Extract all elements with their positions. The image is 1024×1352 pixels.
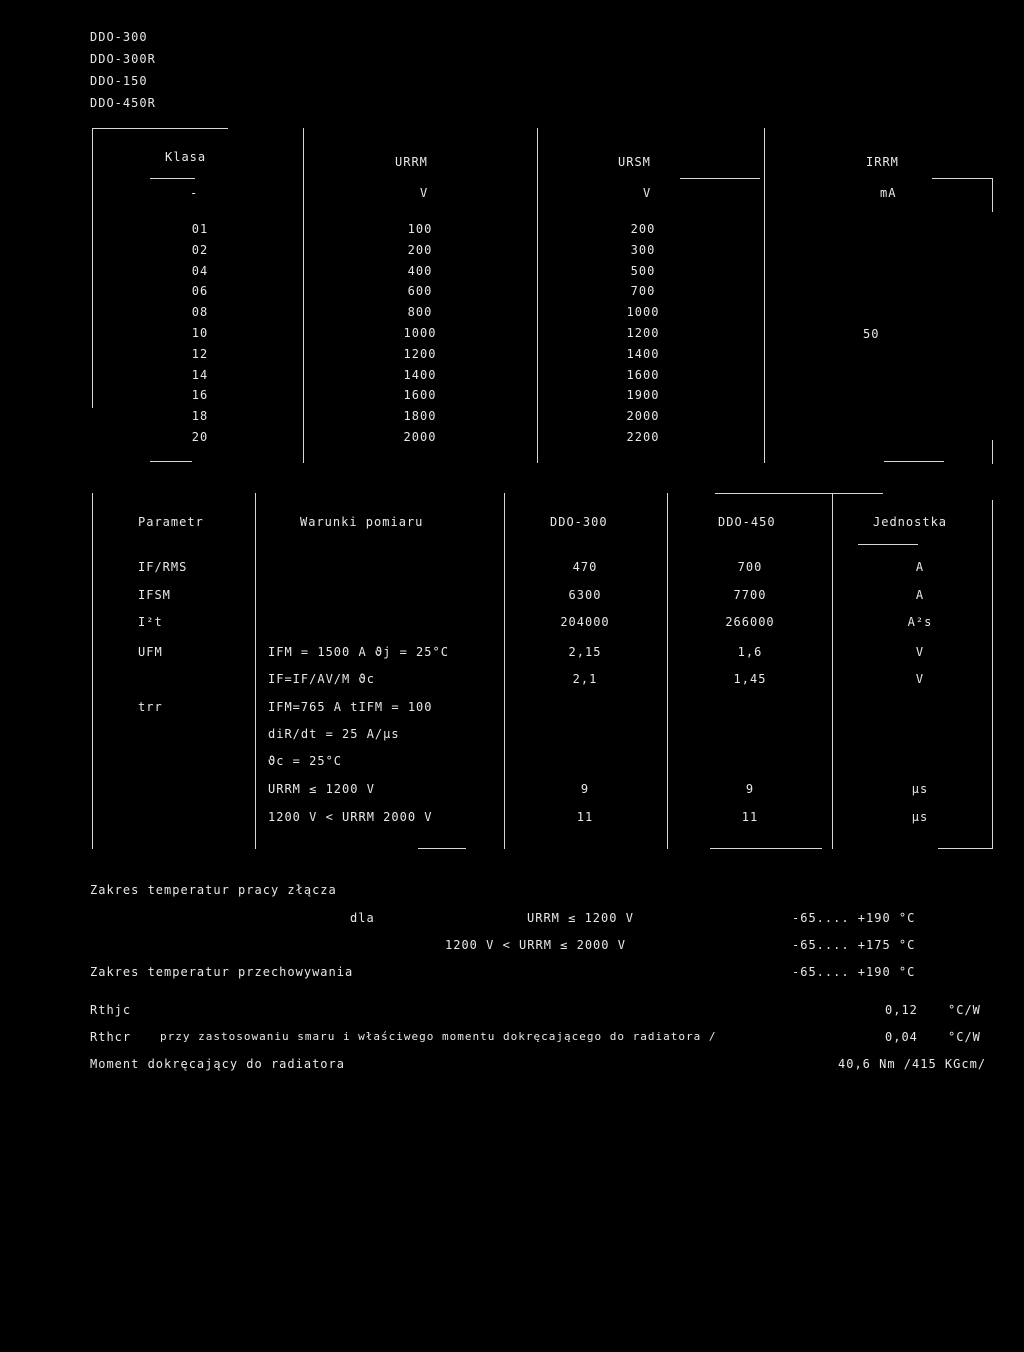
unit-cell: µs <box>911 810 929 824</box>
table-cell-ursm: 1600 <box>626 367 660 382</box>
rthjc-unit: °C/W <box>948 1003 981 1017</box>
table-cell-klasa: 04 <box>191 263 209 278</box>
condition-cell: 1200 V < URRM 2000 V <box>268 810 433 824</box>
condition-1: URRM ≤ 1200 V <box>527 911 634 925</box>
ddo300-cell: 11 <box>576 810 594 824</box>
table-cell-klasa: 14 <box>191 367 209 382</box>
moment-value: 40,6 Nm /415 KGcm/ <box>838 1057 987 1071</box>
table-cell-urrm: 400 <box>407 263 433 278</box>
model-1: DDO-300 <box>90 30 148 44</box>
param-cell: IFSM <box>138 588 171 602</box>
ddo450-cell: 266000 <box>725 615 775 629</box>
table-cell-ursm: 300 <box>630 242 656 257</box>
rthcr-value: 0,04 <box>885 1030 918 1044</box>
table-cell-urrm: 1600 <box>403 388 437 403</box>
ddo450-cell: 9 <box>745 782 755 796</box>
range-2: -65.... +175 °C <box>792 938 916 952</box>
condition-cell: IF=IF/AV/M ϑc <box>268 672 375 686</box>
table-cell-ursm: 1900 <box>626 388 660 403</box>
table-cell-urrm: 200 <box>407 242 433 257</box>
unit-cell: µs <box>911 782 929 796</box>
ddo300-cell: 204000 <box>560 615 610 629</box>
ddo450-header: DDO-450 <box>718 515 776 529</box>
table-cell-urrm: 1400 <box>403 367 437 382</box>
table-cell-klasa: 06 <box>191 284 209 299</box>
unit-cell: V <box>915 645 925 659</box>
irrm-value: 50 <box>863 327 880 341</box>
ursm-header: URSM <box>618 155 651 169</box>
urrm-header: URRM <box>395 155 428 169</box>
ddo450-cell: 1,6 <box>737 645 763 659</box>
model-3: DDO-150 <box>90 74 148 88</box>
param-header: Parametr <box>138 515 204 529</box>
range-1: -65.... +190 °C <box>792 911 916 925</box>
table-cell-klasa: 08 <box>191 305 209 320</box>
table-cell-ursm: 2000 <box>626 409 660 424</box>
param-cell: I²t <box>138 615 163 629</box>
table-cell-ursm: 1400 <box>626 346 660 361</box>
condition-cell: IFM=765 A tIFM = 100 <box>268 700 433 714</box>
condition-cell: diR/dt = 25 A/µs <box>268 727 400 741</box>
condition-cell: URRM ≤ 1200 V <box>268 782 375 796</box>
storage-temp-label: Zakres temperatur przechowywania <box>90 965 354 979</box>
ddo450-cell: 700 <box>737 560 763 574</box>
table-cell-ursm: 2200 <box>626 430 660 444</box>
ddo450-cell: 7700 <box>733 588 767 602</box>
ddo300-cell: 2,1 <box>572 672 598 686</box>
table-cell-klasa: 02 <box>191 242 209 257</box>
unit-cell: A <box>915 588 925 602</box>
rthcr-text: przy zastosowaniu smaru i właściwego momentu dokręcającego do radiatora / <box>160 1030 717 1043</box>
unit-cell: A²s <box>907 615 933 629</box>
table-cell-klasa: 12 <box>191 346 209 361</box>
table-cell-urrm: 100 <box>407 222 433 236</box>
dla-label: dla <box>350 911 375 925</box>
moment-label: Moment dokręcający do radiatora <box>90 1057 345 1071</box>
table-cell-ursm: 500 <box>630 263 656 278</box>
table-cell-ursm: 700 <box>630 284 656 299</box>
table-cell-ursm: 1200 <box>626 326 660 340</box>
ddo450-cell: 1,45 <box>733 672 767 686</box>
table-cell-klasa: 01 <box>191 222 209 236</box>
table-cell-urrm: 600 <box>407 284 433 299</box>
urrm-unit: V <box>420 186 429 200</box>
ddo300-cell: 6300 <box>568 588 602 602</box>
rthcr-label: Rthcr <box>90 1030 132 1044</box>
unit-cell: A <box>915 560 925 574</box>
table-cell-klasa: 16 <box>191 388 209 403</box>
ursm-unit: V <box>643 186 652 200</box>
ddo300-cell: 470 <box>572 560 598 574</box>
junction-temp-label: Zakres temperatur pracy złącza <box>90 883 337 897</box>
condition-2: 1200 V < URRM ≤ 2000 V <box>445 938 626 952</box>
unit-header: Jednostka <box>873 515 948 529</box>
ddo300-cell: 2,15 <box>568 645 602 659</box>
model-2: DDO-300R <box>90 52 156 66</box>
model-4: DDO-450R <box>90 96 156 110</box>
ddo300-header: DDO-300 <box>550 515 608 529</box>
klasa-header: Klasa <box>165 150 207 164</box>
table-cell-ursm: 200 <box>630 222 656 236</box>
irrm-header: IRRM <box>866 155 899 169</box>
conditions-header: Warunki pomiaru <box>300 515 424 529</box>
unit-cell: V <box>915 672 925 686</box>
table-cell-klasa: 10 <box>191 326 209 340</box>
table-cell-urrm: 1800 <box>403 409 437 424</box>
table-cell-urrm: 2000 <box>403 430 437 444</box>
table-cell-urrm: 1000 <box>403 326 437 340</box>
condition-cell: ϑc = 25°C <box>268 754 343 768</box>
table-cell-ursm: 1000 <box>626 305 660 320</box>
param-cell: IF/RMS <box>138 560 188 574</box>
param-cell: trr <box>138 700 163 714</box>
rthcr-unit: °C/W <box>948 1030 981 1044</box>
table-cell-klasa: 20 <box>191 430 209 444</box>
condition-cell: IFM = 1500 A ϑj = 25°C <box>268 645 449 659</box>
irrm-unit: mA <box>880 186 897 200</box>
table-cell-urrm: 1200 <box>403 346 437 361</box>
ddo450-cell: 11 <box>741 810 759 824</box>
table-cell-urrm: 800 <box>407 305 433 320</box>
table-cell-klasa: 18 <box>191 409 209 424</box>
klasa-unit: - <box>190 186 199 200</box>
rthjc-value: 0,12 <box>885 1003 918 1017</box>
rthjc-label: Rthjc <box>90 1003 132 1017</box>
ddo300-cell: 9 <box>580 782 590 796</box>
param-cell: UFM <box>138 645 163 659</box>
range-3: -65.... +190 °C <box>792 965 916 979</box>
